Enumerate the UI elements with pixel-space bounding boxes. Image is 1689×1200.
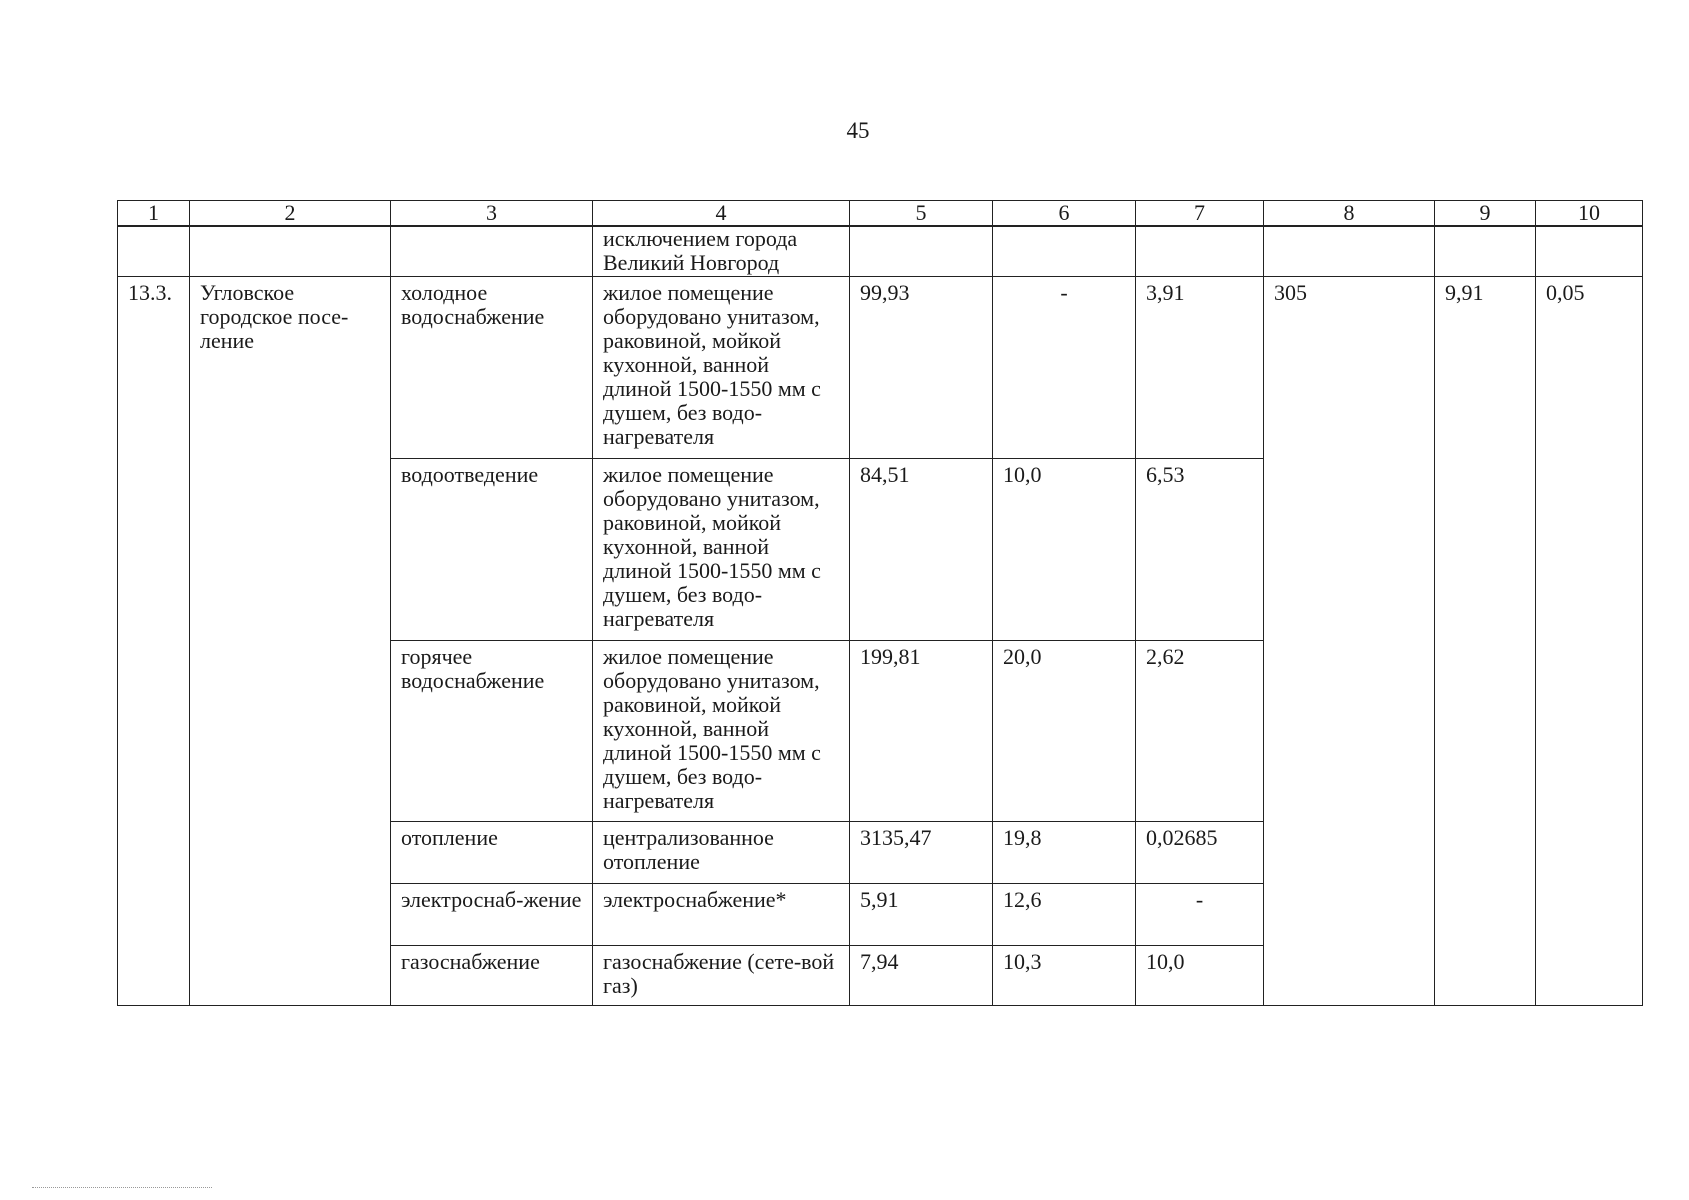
tariff-norms-table — [117, 200, 1643, 1006]
col10-value: 0,05 — [1536, 276, 1643, 1005]
service-description: централизованное отопление — [593, 821, 850, 883]
col7-value: - — [1136, 883, 1264, 945]
col6-value: 19,8 — [993, 821, 1136, 883]
column-number: 3 — [391, 201, 593, 227]
col6-value: 10,3 — [993, 945, 1136, 1005]
service-description: газоснабжение (сете-вой газ) — [593, 945, 850, 1005]
table-row — [118, 276, 1643, 458]
service-description: жилое помещение оборудовано унитазом, раковиной, мойкой кухонной, ванной длиной 1500-1550 мм с душем, без водо-нагревателя — [593, 458, 850, 640]
column-number: 7 — [1136, 201, 1264, 227]
col5-value: 7,94 — [850, 945, 993, 1005]
col5-value: 84,51 — [850, 458, 993, 640]
service-name: газоснабжение — [391, 945, 593, 1005]
service-name: водоотведение — [391, 458, 593, 640]
col5-value: 3135,47 — [850, 821, 993, 883]
column-number: 9 — [1435, 201, 1536, 227]
col5-value: 99,93 — [850, 276, 993, 458]
settlement-name: Угловское городское посе-ление — [190, 276, 391, 1005]
service-name: отопление — [391, 821, 593, 883]
col7-value: 0,02685 — [1136, 821, 1264, 883]
empty-cell — [118, 226, 190, 276]
continuation-row — [118, 226, 1643, 276]
service-name: холодное водоснабжение — [391, 276, 593, 458]
col9-value: 9,91 — [1435, 276, 1536, 1005]
col7-value: 3,91 — [1136, 276, 1264, 458]
col5-value: 199,81 — [850, 640, 993, 821]
column-number: 8 — [1264, 201, 1435, 227]
empty-cell — [1136, 226, 1264, 276]
column-number-row — [118, 201, 1643, 227]
col6-value: 20,0 — [993, 640, 1136, 821]
empty-cell — [850, 226, 993, 276]
column-number: 4 — [593, 201, 850, 227]
column-number: 6 — [993, 201, 1136, 227]
col7-value: 10,0 — [1136, 945, 1264, 1005]
empty-cell — [993, 226, 1136, 276]
column-number: 1 — [118, 201, 190, 227]
col7-value: 6,53 — [1136, 458, 1264, 640]
empty-cell — [1536, 226, 1643, 276]
settlement-number: 13.3. — [118, 276, 190, 1005]
col6-value: 10,0 — [993, 458, 1136, 640]
empty-cell — [190, 226, 391, 276]
column-number: 5 — [850, 201, 993, 227]
service-name: электроснаб-жение — [391, 883, 593, 945]
col6-value: 12,6 — [993, 883, 1136, 945]
empty-cell — [1435, 226, 1536, 276]
empty-cell — [1264, 226, 1435, 276]
scan-artifact-line — [32, 1187, 212, 1188]
empty-cell — [391, 226, 593, 276]
column-number: 10 — [1536, 201, 1643, 227]
col7-value: 2,62 — [1136, 640, 1264, 821]
col8-value: 305 — [1264, 276, 1435, 1005]
column-number: 2 — [190, 201, 391, 227]
service-description: жилое помещение оборудовано унитазом, раковиной, мойкой кухонной, ванной длиной 1500-1550 мм с душем, без водо-нагревателя — [593, 640, 850, 821]
col6-value: - — [993, 276, 1136, 458]
service-description: электроснабжение* — [593, 883, 850, 945]
page-number: 45 — [846, 118, 870, 143]
service-name: горячее водоснабжение — [391, 640, 593, 821]
continuation-description: исключением города Великий Новгород — [593, 226, 850, 276]
service-description: жилое помещение оборудовано унитазом, раковиной, мойкой кухонной, ванной длиной 1500-1550 мм с душем, без водо-нагревателя — [593, 276, 850, 458]
col5-value: 5,91 — [850, 883, 993, 945]
